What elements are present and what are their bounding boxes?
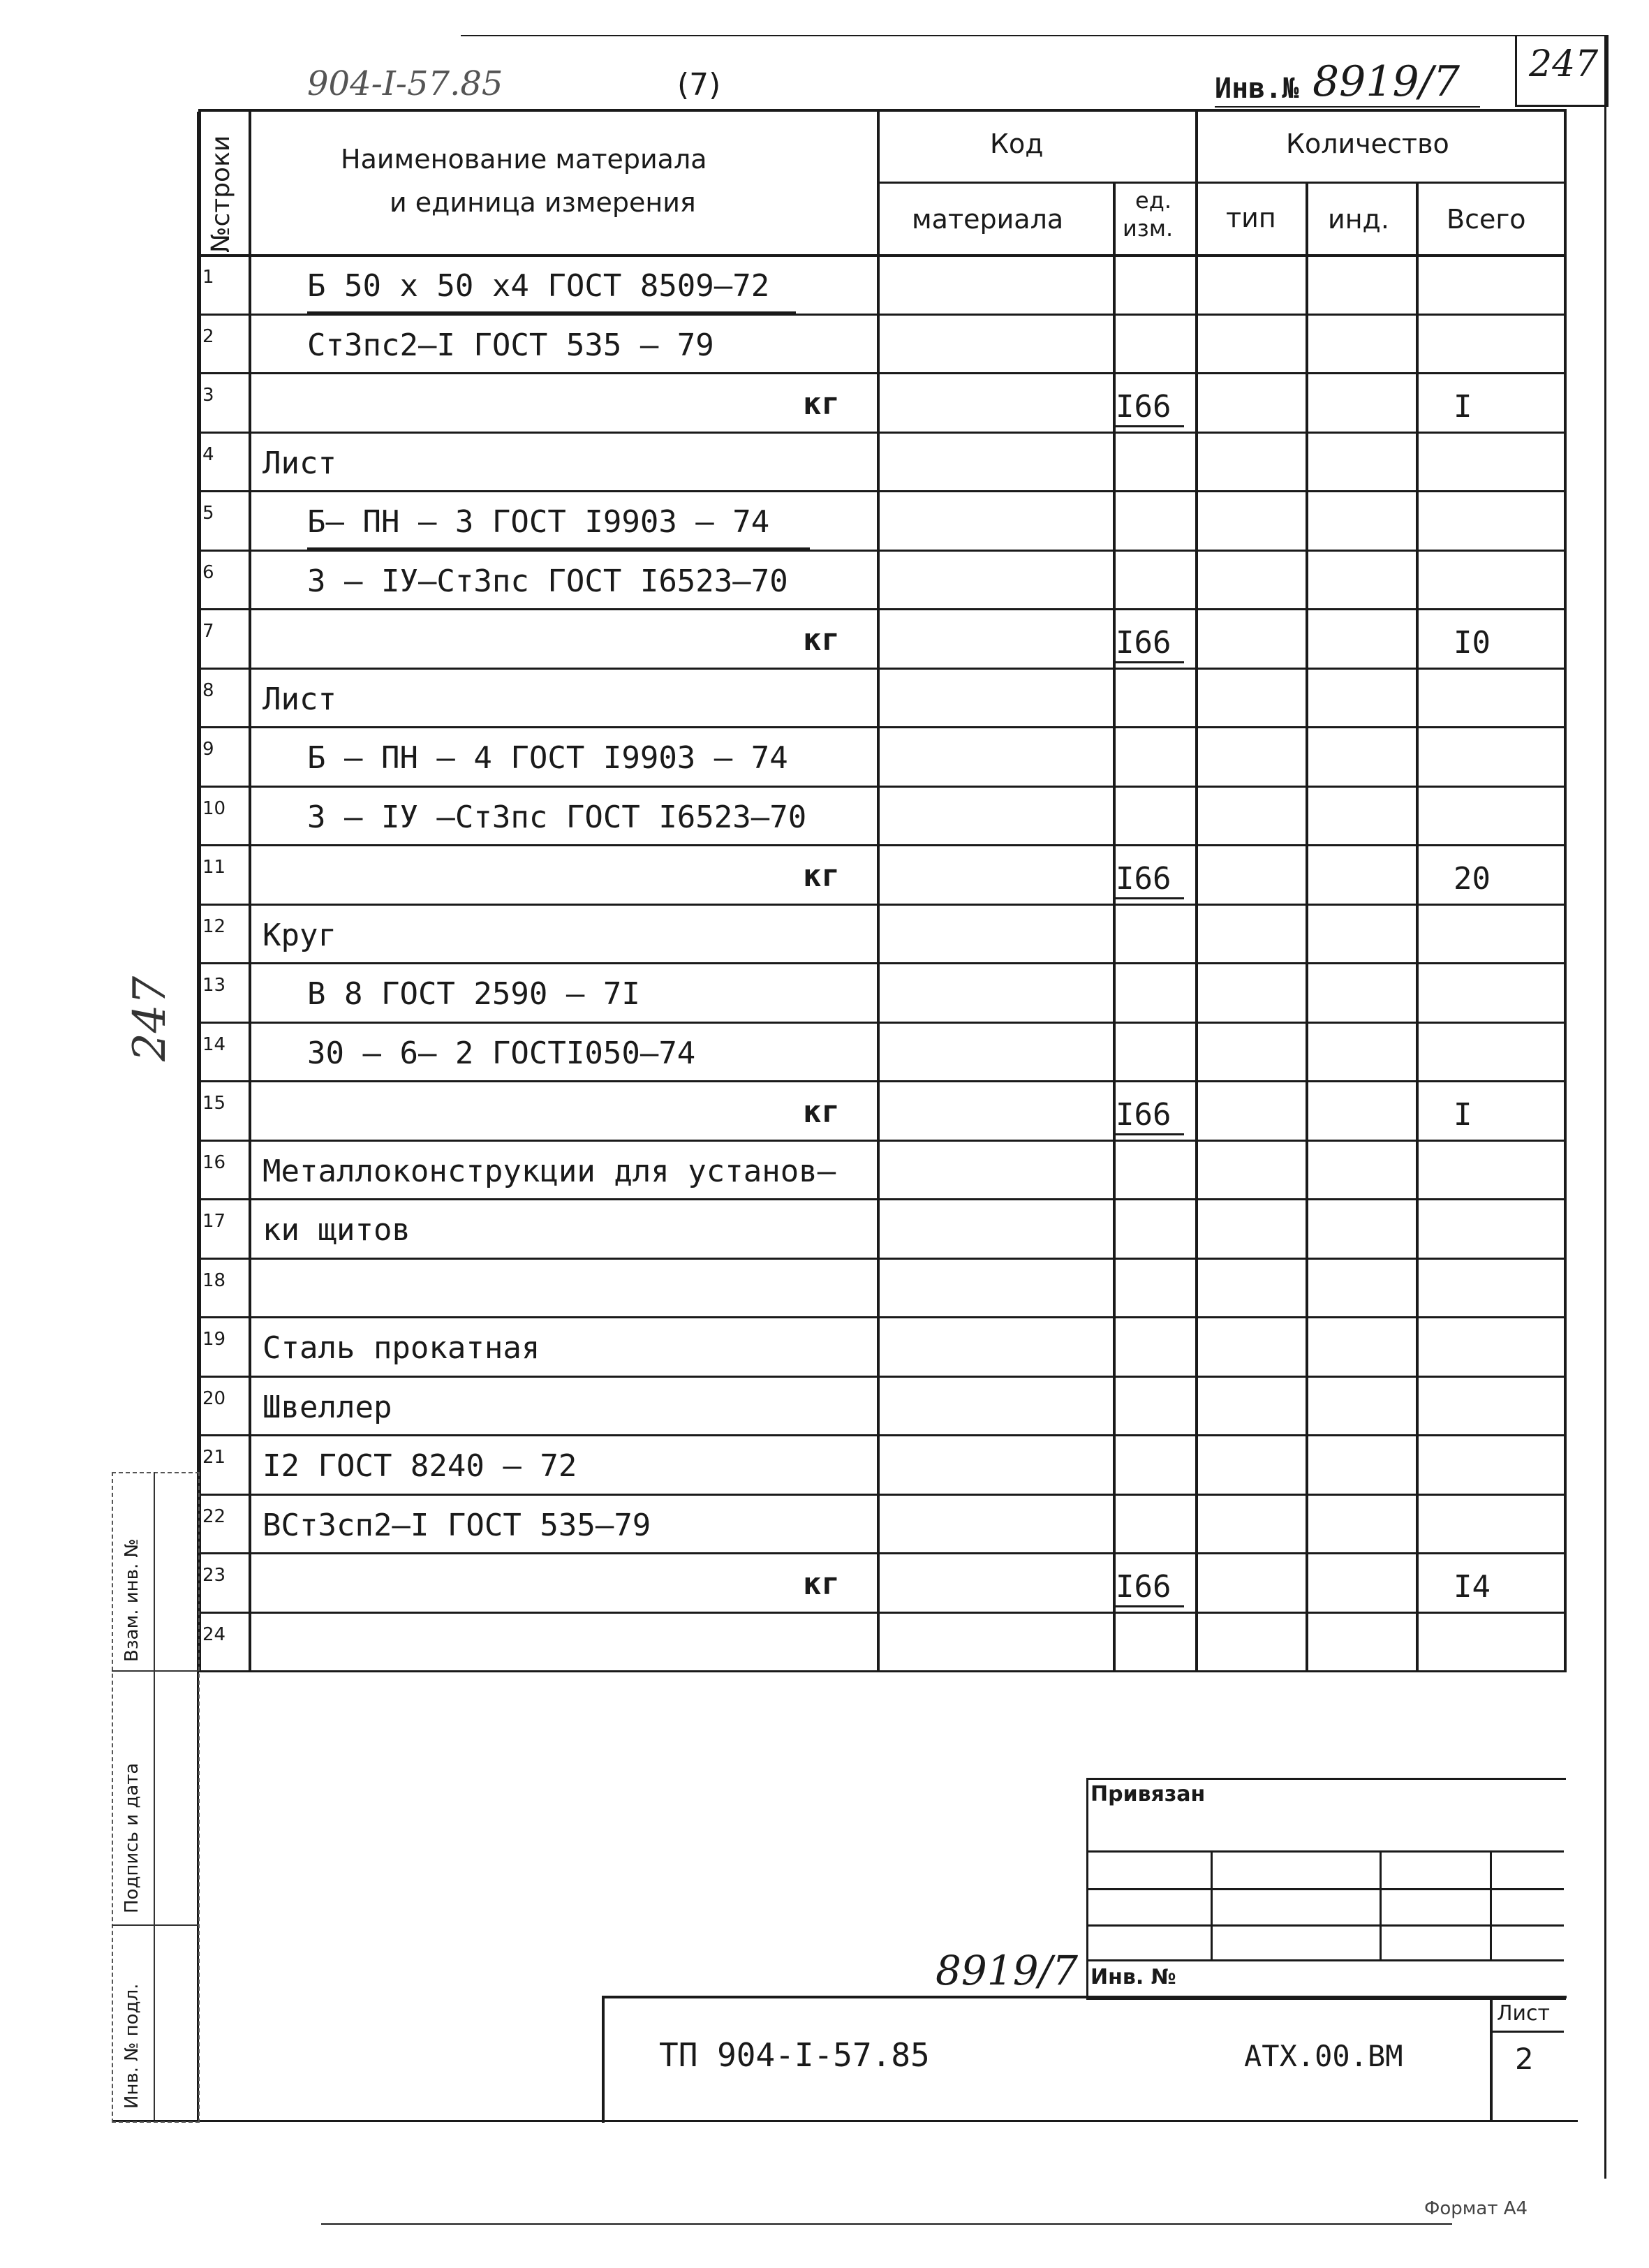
material-name: Швеллер	[262, 1389, 392, 1425]
row-divider	[198, 490, 1567, 492]
col-qty: Количество	[1286, 128, 1449, 159]
row-number: 1	[202, 267, 214, 288]
inv-label: Инв.№	[1215, 73, 1299, 105]
format-label: Формат А4	[1424, 2198, 1528, 2219]
row-divider	[198, 1494, 1567, 1496]
footer-line	[321, 2223, 1452, 2225]
row-divider	[198, 904, 1567, 906]
col-code-unit-1: ед.	[1135, 187, 1171, 214]
unit-kg: кг	[803, 858, 840, 894]
privyazan-label: Привязан	[1090, 1782, 1206, 1806]
row-number: 13	[202, 975, 226, 996]
row-divider	[198, 786, 1567, 788]
top-border	[461, 35, 1606, 36]
total-qty: I	[1454, 1097, 1472, 1133]
row-divider	[198, 1080, 1567, 1082]
stamp-signature-date: Подпись и дата	[121, 1762, 142, 1913]
stamp-vzam-inv: Взам. инв. №	[121, 1538, 142, 1662]
row-number: 24	[202, 1623, 226, 1645]
row-divider	[198, 668, 1567, 670]
material-name: 3 – IУ–Ст3пс ГОСТ I6523–70	[307, 563, 788, 599]
unit-underline	[1114, 897, 1184, 899]
sheet-label: Лист	[1497, 2001, 1551, 2026]
row-number: 4	[202, 443, 214, 465]
material-name: 3 – IУ –Ст3пс ГОСТ I6523–70	[307, 799, 807, 835]
doc-code: АТХ.00.ВМ	[1244, 2039, 1403, 2073]
row-number: 14	[202, 1033, 226, 1055]
row-divider	[198, 1376, 1567, 1378]
material-name: Металлоконструкции для установ–	[262, 1153, 836, 1189]
total-qty: 20	[1454, 861, 1491, 897]
row-number: 6	[202, 561, 214, 583]
unit-code: I66	[1116, 1097, 1171, 1133]
row-number: 2	[202, 325, 214, 347]
material-name: Б 50 х 50 х4 ГОСТ 8509–72	[307, 268, 770, 304]
row-divider	[198, 962, 1567, 964]
total-qty: I	[1454, 389, 1472, 425]
material-name: 30 – 6– 2 ГОСТI050–74	[307, 1035, 696, 1071]
row-number: 5	[202, 503, 214, 524]
row-divider	[198, 1258, 1567, 1260]
col-qty-total: Всего	[1447, 204, 1526, 235]
row-number: 22	[202, 1505, 226, 1527]
right-border	[1604, 35, 1606, 2179]
col-code-material: материала	[912, 204, 1064, 235]
row-number: 8	[202, 679, 214, 701]
col-qty-type: тип	[1226, 202, 1276, 233]
row-number: 11	[202, 857, 226, 878]
row-number: 15	[202, 1093, 226, 1114]
doc-code-header: 904-I-57.85	[307, 64, 503, 103]
row-divider	[198, 372, 1567, 374]
row-number: 3	[202, 385, 214, 406]
unit-code: I66	[1116, 389, 1171, 425]
row-number: 12	[202, 915, 226, 937]
material-name: Б – ПН – 4 ГОСТ I9903 – 74	[307, 740, 788, 776]
col-qty-ind: инд.	[1328, 204, 1389, 235]
material-name: ВСт3сп2–I ГОСТ 535–79	[262, 1507, 651, 1543]
unit-kg: кг	[803, 1566, 840, 1602]
row-number: 21	[202, 1447, 226, 1468]
row-divider	[198, 1670, 1567, 1672]
row-number: 7	[202, 621, 214, 642]
unit-code: I66	[1116, 861, 1171, 897]
material-name: Лист	[262, 681, 337, 717]
material-name: ки щитов	[262, 1212, 411, 1248]
row-divider	[198, 608, 1567, 610]
doc-title: ТП 904-I-57.85	[659, 2036, 930, 2074]
row-divider	[198, 1552, 1567, 1554]
material-name: Б– ПН – 3 ГОСТ I9903 – 74	[307, 504, 770, 540]
name-underline-5	[307, 547, 810, 552]
material-name: I2 ГОСТ 8240 – 72	[262, 1448, 577, 1484]
col-code: Код	[990, 128, 1044, 159]
unit-kg: кг	[803, 386, 840, 422]
unit-code: I66	[1116, 625, 1171, 661]
unit-underline	[1114, 1605, 1184, 1607]
col-code-unit-2: изм.	[1123, 215, 1174, 242]
row-number: 16	[202, 1151, 226, 1173]
unit-code: I66	[1116, 1569, 1171, 1605]
unit-underline	[1114, 425, 1184, 427]
unit-underline	[1114, 661, 1184, 663]
row-divider	[198, 1198, 1567, 1200]
col-name-line2: и единица измерения	[390, 187, 696, 218]
row-number: 9	[202, 739, 214, 760]
row-number: 23	[202, 1565, 226, 1586]
sheet-corner-number: 247	[1529, 43, 1599, 85]
material-name: Сталь прокатная	[262, 1330, 540, 1366]
material-name: Ст3пс2–I ГОСТ 535 – 79	[307, 327, 714, 363]
total-qty: I0	[1454, 625, 1491, 661]
name-underline-1	[307, 311, 796, 316]
row-divider	[198, 1022, 1567, 1024]
row-divider	[198, 1612, 1567, 1614]
col-name-line1: Наименование материала	[341, 144, 707, 175]
col-row-no: №строки	[207, 135, 235, 253]
row-number: 19	[202, 1329, 226, 1350]
row-divider	[198, 726, 1567, 728]
side-handwritten-number: 247	[124, 975, 176, 1061]
row-divider	[198, 1140, 1567, 1142]
unit-underline	[1114, 1133, 1184, 1135]
inv-number: 8919/7	[1312, 57, 1461, 106]
unit-kg: кг	[803, 622, 840, 658]
stamp-inv-podl: Инв. № подл.	[121, 1983, 142, 2109]
row-divider	[198, 1434, 1567, 1436]
row-divider	[198, 844, 1567, 846]
total-qty: I4	[1454, 1569, 1491, 1605]
row-divider	[198, 1316, 1567, 1318]
row-number: 10	[202, 797, 226, 819]
material-name: Лист	[262, 445, 337, 481]
material-name: Круг	[262, 917, 337, 953]
material-name: В 8 ГОСТ 2590 – 7I	[307, 976, 640, 1012]
inv-no-label: Инв. №	[1090, 1965, 1176, 1989]
inv-handwritten: 8919/7	[936, 1947, 1079, 1994]
page-marker: (7)	[677, 67, 721, 103]
row-number: 17	[202, 1211, 226, 1232]
inv-underline	[1215, 106, 1480, 108]
sheet-number: 2	[1515, 2042, 1534, 2076]
row-number: 20	[202, 1387, 226, 1409]
unit-kg: кг	[803, 1094, 840, 1130]
row-divider	[198, 432, 1567, 434]
row-number: 18	[202, 1269, 226, 1291]
